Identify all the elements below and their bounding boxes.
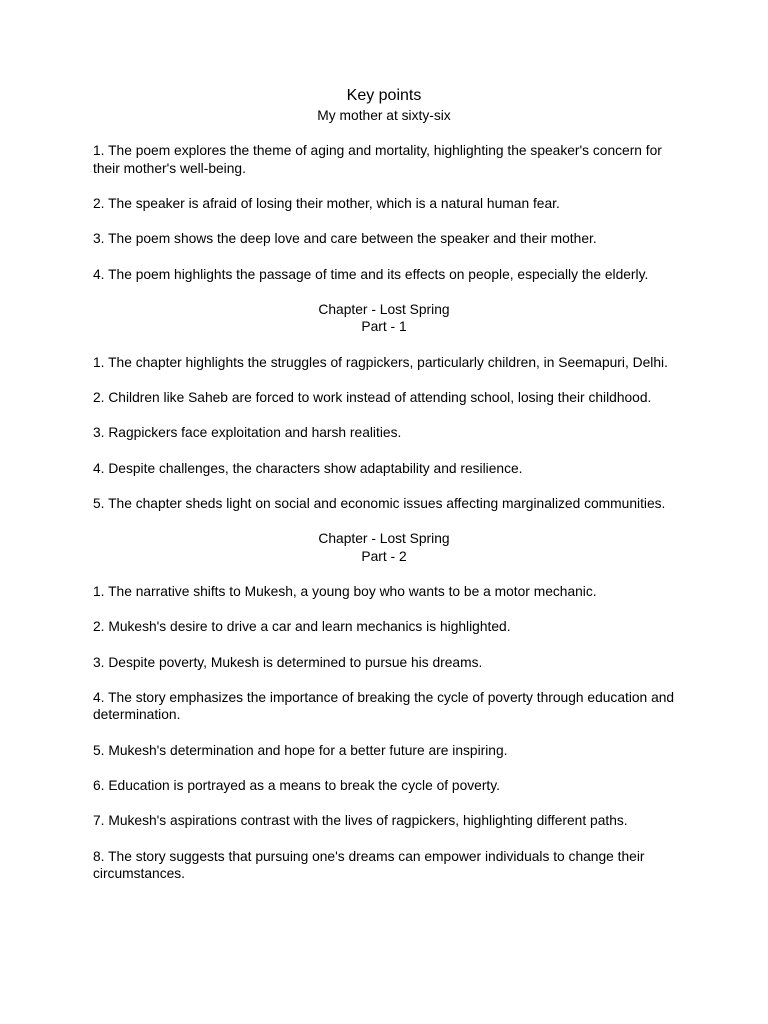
key-point: 8. The story suggests that pursuing one's dreams can empower individuals to change their circumstances. — [93, 848, 645, 882]
document-page — [93, 86, 675, 883]
key-point: 3. The poem shows the deep love and care between the speaker and their mother. — [93, 231, 597, 247]
key-point: 2. Children like Saheb are forced to work instead of attending school, losing their childhood. — [93, 390, 652, 406]
key-point: 7. Mukesh's aspirations contrast with the lives of ragpickers, highlighting different paths. — [93, 813, 628, 829]
document-title: Key points — [346, 87, 422, 104]
key-point: 2. The speaker is afraid of losing their mother, which is a natural human fear. — [93, 196, 560, 212]
key-point: 3. Despite poverty, Mukesh is determined to pursue his dreams. — [93, 654, 483, 670]
key-point: 4. Despite challenges, the characters show adaptability and resilience. — [93, 460, 523, 476]
key-point: 5. The chapter sheds light on social and economic issues affecting marginalized communities. — [93, 495, 666, 511]
key-point: 5. Mukesh's determination and hope for a better future are inspiring. — [93, 742, 508, 758]
key-point: 4. The story emphasizes the importance of breaking the cycle of poverty through education and determination. — [93, 689, 675, 723]
key-point: 1. The narrative shifts to Mukesh, a young boy who wants to be a motor mechanic. — [93, 584, 597, 600]
key-point: 3. Ragpickers face exploitation and harsh realities. — [93, 425, 402, 441]
key-point: 1. The poem explores the theme of aging and mortality, highlighting the speaker's concern for their mother's well-being. — [93, 143, 662, 176]
section-heading-part: Part - 2 — [361, 548, 407, 564]
key-point: 6. Education is portrayed as a means to break the cycle of poverty. — [93, 778, 500, 794]
section-heading-part: Part - 1 — [361, 319, 407, 335]
section-heading-chapter: Chapter - Lost Spring — [318, 531, 450, 547]
key-point: 1. The chapter highlights the struggles of ragpickers, particularly children, in Seemapuri, Delhi. — [93, 354, 668, 370]
section-heading-chapter: Chapter - Lost Spring — [318, 301, 450, 317]
section-heading-poem: My mother at sixty-six — [317, 108, 451, 123]
key-point: 2. Mukesh's desire to drive a car and learn mechanics is highlighted. — [93, 619, 511, 635]
key-point: 4. The poem highlights the passage of time and its effects on people, especially the elderly. — [93, 266, 649, 282]
